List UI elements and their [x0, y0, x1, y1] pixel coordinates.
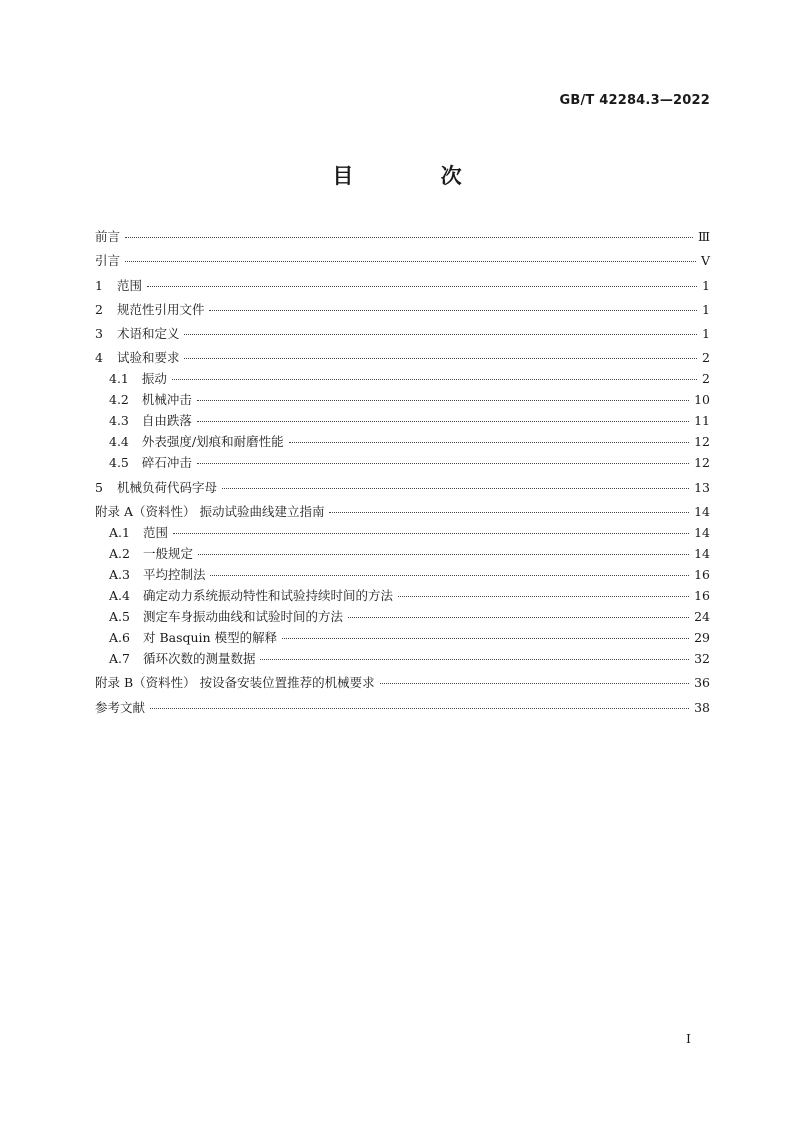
toc-entry-label: 引言: [95, 253, 121, 269]
toc-dot-leader: [260, 658, 689, 660]
toc-entry-label: 平均控制法: [142, 567, 206, 583]
toc-dot-leader: [209, 309, 697, 311]
toc-entry[interactable]: [95, 299, 710, 320]
toc-entry-page: 14: [694, 546, 710, 562]
toc-entry-page: 12: [694, 455, 710, 471]
toc-entry-label: 前言: [95, 229, 121, 244]
toc-entry-label: 附录 A（资料性） 振动试验曲线建立指南: [95, 504, 325, 520]
toc-entry-label: 术语和定义: [116, 326, 180, 342]
toc-entry-page: 12: [694, 434, 710, 450]
toc-entry-number: 1: [95, 277, 103, 293]
toc-entry-label: 试验和要求: [116, 350, 180, 366]
toc-entry-number: 4.1: [109, 371, 129, 387]
toc-entry[interactable]: [95, 323, 710, 344]
toc-dot-leader: [125, 236, 693, 238]
toc-entry-label: 机械冲击: [141, 392, 192, 408]
toc-entry[interactable]: [95, 697, 710, 718]
footer-page-number: I: [686, 1031, 691, 1046]
toc-dot-leader: [398, 595, 689, 597]
toc-entry[interactable]: [95, 431, 710, 452]
toc-entry-label: 范围: [142, 525, 168, 541]
toc-entry-page: 38: [694, 699, 710, 715]
toc-dot-leader: [197, 420, 689, 422]
toc-entry-number: 4.4: [109, 434, 129, 450]
toc-entry-page: 1: [702, 301, 710, 317]
toc-entry-number: A.6: [109, 630, 130, 646]
toc-entry-label: 附录 B（资料性） 按设备安装位置推荐的机械要求: [95, 675, 375, 691]
toc-entry-label: 自由跌落: [141, 413, 192, 429]
toc-entry[interactable]: [95, 410, 710, 431]
toc-dot-leader: [197, 399, 689, 401]
toc-entry-page: 16: [694, 567, 710, 583]
toc-dot-leader: [147, 285, 697, 287]
toc-entry[interactable]: [95, 564, 710, 585]
toc-entry-page: 2: [702, 350, 710, 366]
toc-entry[interactable]: [95, 226, 710, 247]
toc-entry-page: Ⅴ: [700, 253, 710, 269]
toc-entry-number: A.5: [109, 609, 130, 625]
toc-entry[interactable]: [95, 347, 710, 368]
toc-entry[interactable]: [95, 452, 710, 473]
toc-entry[interactable]: [95, 606, 710, 627]
toc-entry-number: A.4: [109, 588, 130, 604]
toc-entry-page: 29: [694, 630, 710, 646]
toc-entry-page: 32: [694, 651, 710, 667]
toc-entry-page: 2: [702, 371, 710, 387]
toc-entry-number: 4.5: [109, 455, 129, 471]
toc-dot-leader: [173, 532, 689, 534]
toc-entry-number: 3: [95, 326, 103, 342]
toc-entry-label: 碎石冲击: [141, 455, 192, 471]
toc-entry-label: 测定车身振动曲线和试验时间的方法: [142, 609, 343, 625]
toc-entry[interactable]: [95, 522, 710, 543]
toc-entry-label: 确定动力系统振动特性和试验持续时间的方法: [142, 588, 393, 604]
toc-dot-leader: [348, 616, 689, 618]
toc-entry-page: 11: [694, 413, 710, 429]
toc-entry-page: 1: [702, 326, 710, 342]
toc-dot-leader: [197, 462, 689, 464]
toc-entry-label: 对 Basquin 模型的解释: [142, 630, 278, 646]
toc-entry-label: 规范性引用文件: [116, 301, 205, 317]
toc-entry[interactable]: [95, 389, 710, 410]
toc-dot-leader: [289, 441, 689, 443]
toc-dot-leader: [198, 553, 689, 555]
toc-dot-leader: [329, 511, 689, 513]
toc-entry-number: A.1: [109, 525, 130, 541]
toc-entry[interactable]: [95, 250, 710, 271]
toc-entry-page: 14: [694, 525, 710, 541]
standard-code: GB/T 42284.3—2022: [559, 93, 710, 108]
toc-entry-number: 4: [95, 350, 103, 366]
toc-dot-leader: [184, 333, 697, 335]
toc-entry[interactable]: [95, 275, 710, 296]
toc-entry-page: Ⅲ: [697, 229, 710, 244]
toc-entry[interactable]: [95, 672, 710, 693]
toc-entry-number: 4.2: [109, 392, 129, 408]
toc-dot-leader: [172, 378, 697, 380]
toc-entry[interactable]: [95, 585, 710, 606]
toc-entry-page: 24: [694, 609, 710, 625]
toc-entry-number: A.2: [109, 546, 130, 562]
toc-dot-leader: [282, 637, 689, 639]
toc-entry-number: A.7: [109, 651, 130, 667]
table-of-contents: [95, 226, 710, 718]
toc-entry-number: 2: [95, 301, 103, 317]
toc-entry-page: 36: [694, 675, 710, 691]
toc-entry-page: 1: [702, 277, 710, 293]
toc-entry-label: 振动: [141, 371, 167, 387]
toc-entry[interactable]: [95, 648, 710, 669]
toc-dot-leader: [210, 574, 689, 576]
toc-entry[interactable]: [95, 543, 710, 564]
toc-entry-label: 范围: [116, 277, 142, 293]
toc-entry-page: 16: [694, 588, 710, 604]
toc-entry-label: 一般规定: [142, 546, 193, 562]
toc-entry[interactable]: [95, 477, 710, 498]
toc-dot-leader: [380, 682, 689, 684]
toc-entry[interactable]: [95, 627, 710, 648]
toc-entry-page: 10: [694, 392, 710, 408]
toc-dot-leader: [150, 707, 689, 709]
page-title: 目 次: [332, 164, 502, 188]
toc-entry-number: 4.3: [109, 413, 129, 429]
toc-entry-label: 外表强度/划痕和耐磨性能: [141, 434, 284, 450]
toc-dot-leader: [125, 260, 696, 262]
toc-entry-label: 参考文献: [95, 699, 146, 715]
toc-entry-number: 5: [95, 479, 103, 495]
toc-entry[interactable]: [95, 368, 710, 389]
toc-entry[interactable]: [95, 501, 710, 522]
toc-entry-page: 14: [694, 504, 710, 520]
toc-dot-leader: [184, 357, 697, 359]
toc-dot-leader: [222, 487, 689, 489]
toc-entry-number: A.3: [109, 567, 130, 583]
toc-entry-label: 机械负荷代码字母: [116, 479, 217, 495]
toc-entry-page: 13: [694, 479, 710, 495]
toc-entry-label: 循环次数的测量数据: [142, 651, 256, 667]
